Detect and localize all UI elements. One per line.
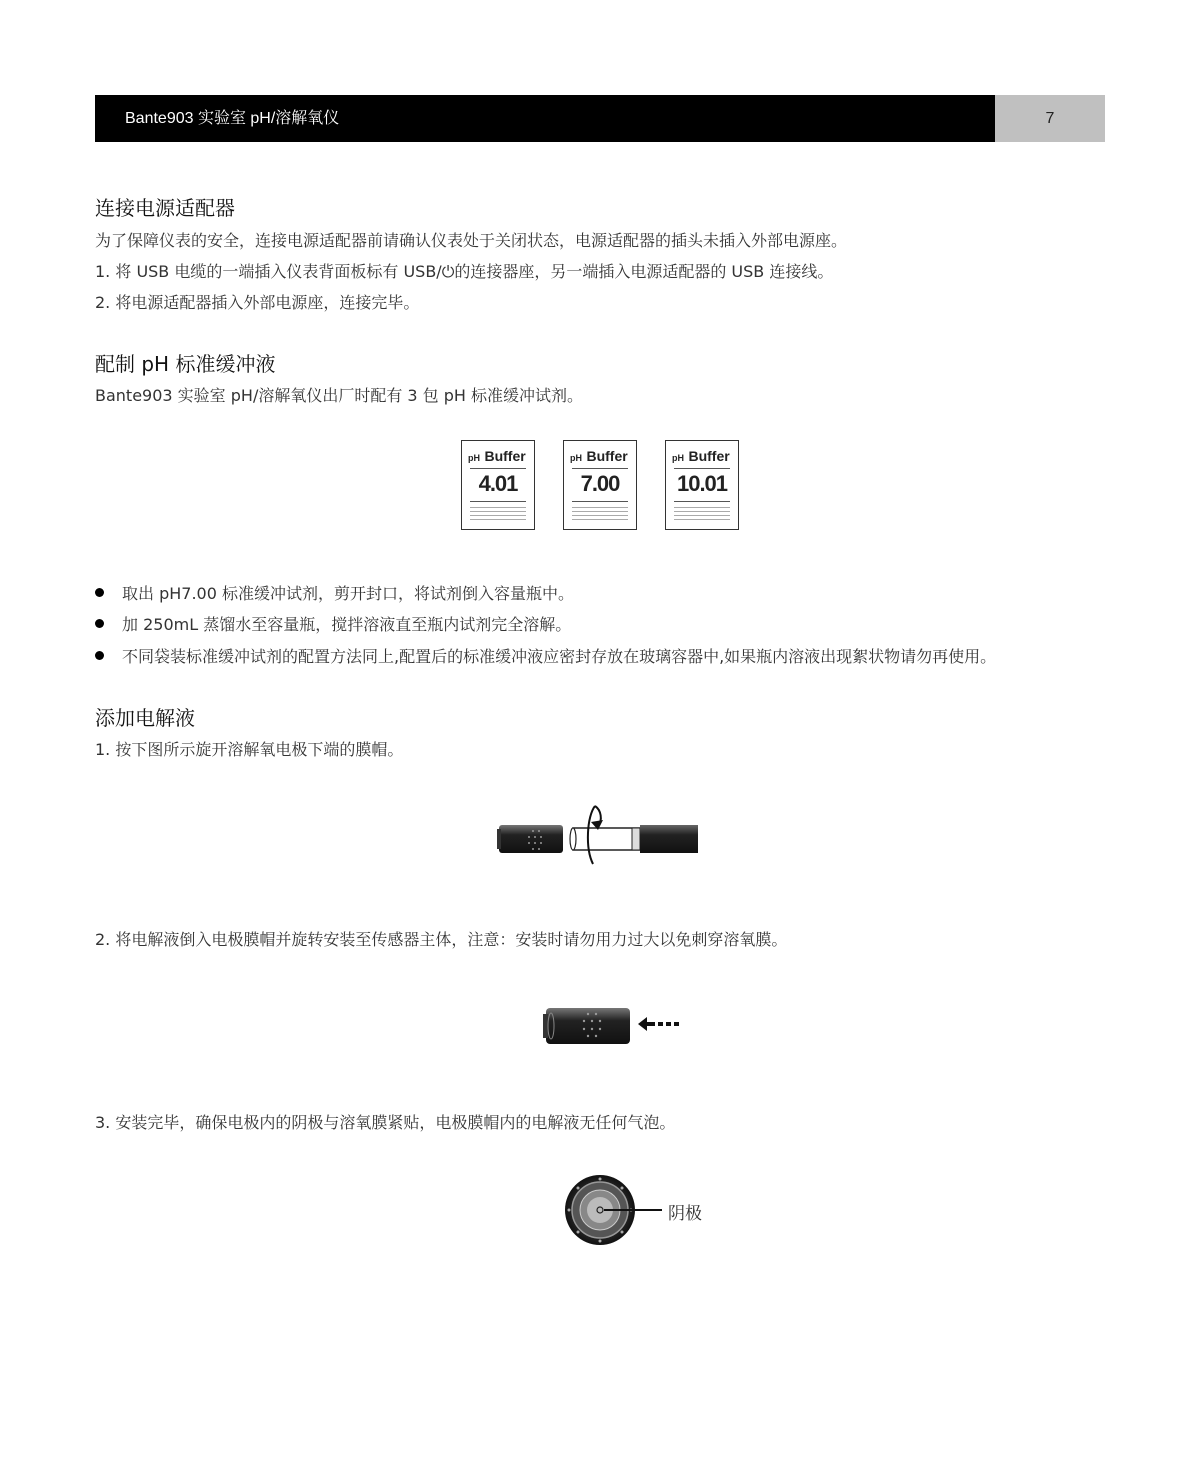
buffer-card-10	[665, 440, 739, 530]
bullet-item: 取出 pH7.00 标准缓冲试剂，剪开封口，将试剂倒入容量瓶中。	[95, 581, 574, 604]
buffer-value: 10.01	[676, 471, 728, 496]
bullet-dot	[95, 651, 104, 660]
buffer-value: 4.01	[478, 471, 518, 496]
buffer-card-title: pH Buffer	[672, 448, 730, 464]
bullet-item: 加 250mL 蒸馏水至容量瓶，搅拌溶液直至瓶内试剂完全溶解。	[95, 612, 571, 635]
install-cap-illustration	[540, 1004, 685, 1048]
cathode-end-view-illustration	[562, 1173, 666, 1247]
buffer-intro: Bante903 实验室 pH/溶解氧仪出厂时配有 3 包 pH 标准缓冲试剂。	[95, 386, 584, 405]
buffer-card-title: pH Buffer	[468, 448, 526, 464]
document-title: Bante903 实验室 pH/溶解氧仪	[125, 110, 340, 127]
section-heading-buffer: 配制 pH 标准缓冲液	[95, 352, 276, 376]
section-heading-electrolyte: 添加电解液	[95, 706, 195, 730]
bullet-dot	[95, 619, 104, 628]
buffer-card-4	[461, 440, 535, 530]
electrolyte-step-2: 2. 将电解液倒入电极膜帽并旋转安装至传感器主体，注意：安装时请勿用力过大以免刺穿溶氧膜。	[95, 930, 788, 949]
electrolyte-step-3: 3. 安装完毕，确保电极内的阴极与溶氧膜紧贴，电极膜帽内的电解液无任何气泡。	[95, 1113, 676, 1132]
buffer-card-7	[563, 440, 637, 530]
bullet-item: 不同袋装标准缓冲试剂的配置方法同上,配置后的标准缓冲液应密封存放在玻璃容器中,如果瓶内溶液出现絮状物请勿再使用。	[95, 644, 996, 667]
page-number: 7	[995, 95, 1105, 142]
header-bar	[95, 95, 995, 142]
bullet-dot	[95, 588, 104, 597]
cathode-label: 阴极	[668, 1204, 702, 1224]
unscrew-cap-illustration	[495, 798, 705, 866]
buffer-card-title: pH Buffer	[570, 448, 628, 464]
power-intro: 为了保障仪表的安全，连接电源适配器前请确认仪表处于关闭状态，电源适配器的插头未插入外部电源座。	[95, 231, 848, 250]
electrolyte-step-1: 1. 按下图所示旋开溶解氧电极下端的膜帽。	[95, 740, 404, 759]
buffer-value: 7.00	[580, 471, 620, 496]
power-step-1: 1. 将 USB 电缆的一端插入仪表背面板标有 USB/⏻的连接器座，另一端插入电源适配器的 USB 连接线。	[95, 262, 834, 281]
power-step-2: 2. 将电源适配器插入外部电源座，连接完毕。	[95, 293, 420, 312]
section-heading-power: 连接电源适配器	[95, 196, 235, 220]
